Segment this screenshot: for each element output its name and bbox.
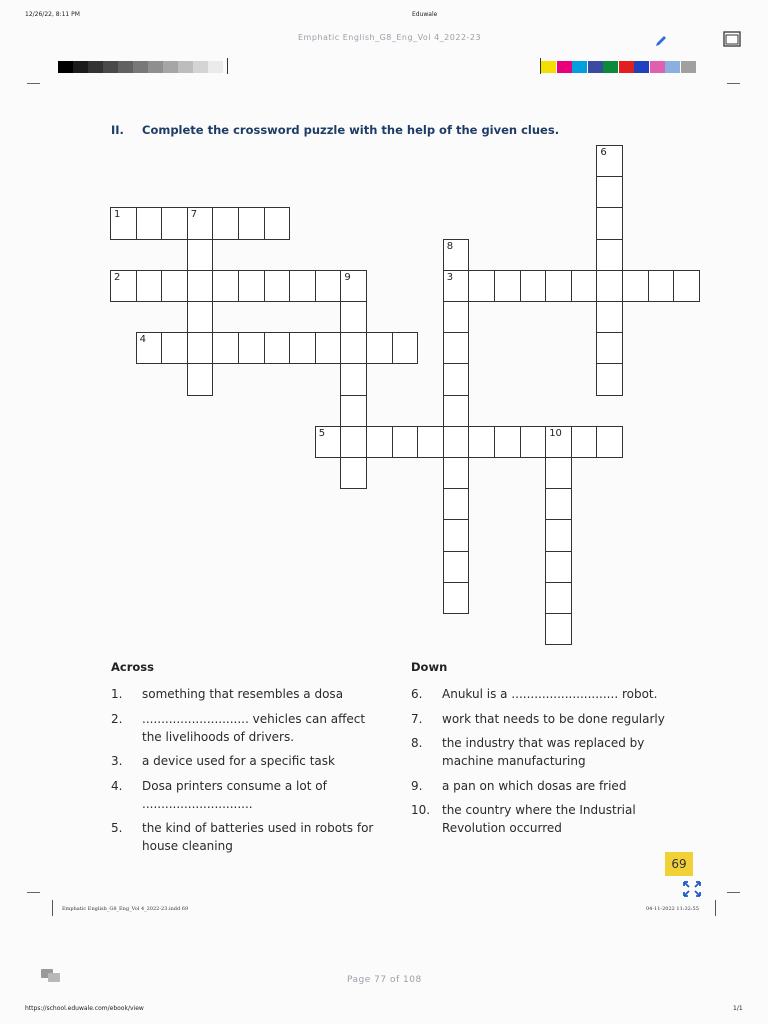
cell-number: 3 bbox=[446, 271, 454, 283]
clue-number: 10. bbox=[411, 803, 431, 817]
crossword-cell[interactable] bbox=[520, 270, 547, 302]
clue-down-8 bbox=[411, 734, 711, 774]
crossword-cell[interactable] bbox=[238, 270, 265, 302]
pencil-icon[interactable] bbox=[654, 33, 668, 47]
crossword-cell[interactable] bbox=[392, 332, 419, 364]
expand-icon[interactable] bbox=[681, 879, 703, 899]
crossword-cell[interactable] bbox=[212, 207, 239, 239]
color-swatch bbox=[634, 61, 649, 73]
clue-across-4 bbox=[111, 777, 401, 817]
exercise-instruction: Complete the crossword puzzle with the help of the given clues. bbox=[142, 123, 560, 137]
clue-text: ............................ vehicles can affect bbox=[142, 712, 366, 726]
footer-divider bbox=[715, 900, 716, 916]
clue-text: Dosa printers consume a lot of bbox=[142, 779, 327, 793]
crossword-cell[interactable] bbox=[315, 270, 342, 302]
grayscale-swatch bbox=[73, 61, 88, 73]
crossword-cell[interactable] bbox=[545, 551, 572, 583]
crossword-cell[interactable] bbox=[468, 270, 495, 302]
crossword-cell[interactable] bbox=[468, 426, 495, 458]
footer-file-info: Emphatic English_G8_Eng_Vol 4_2022-23.indd 69 bbox=[62, 906, 189, 912]
clue-number: 7. bbox=[411, 712, 423, 726]
cell-number: 9 bbox=[344, 271, 351, 283]
crossword-cell[interactable] bbox=[110, 270, 137, 302]
crossword-cell[interactable] bbox=[161, 207, 188, 239]
print-url: https://school.eduwale.com/ebook/view bbox=[25, 1005, 144, 1012]
crossword-cell[interactable] bbox=[340, 332, 367, 364]
crossword-cell[interactable] bbox=[161, 332, 188, 364]
clue-number: 1. bbox=[111, 687, 123, 701]
crossword-cell[interactable] bbox=[340, 363, 367, 395]
cell-number: 6 bbox=[600, 147, 607, 158]
crossword-cell[interactable] bbox=[161, 270, 188, 302]
print-datetime: 12/26/22, 8:11 PM bbox=[25, 11, 80, 18]
crossword-cell[interactable] bbox=[443, 426, 470, 458]
crossword-cell[interactable] bbox=[366, 426, 393, 458]
crossword-cell[interactable] bbox=[545, 613, 572, 645]
clue-number: 3. bbox=[111, 754, 123, 768]
crossword-cell[interactable] bbox=[494, 426, 521, 458]
crossword-cell[interactable] bbox=[494, 270, 521, 302]
grayscale-swatch bbox=[178, 61, 193, 73]
clue-text: a pan on which dosas are fried bbox=[442, 779, 627, 793]
crossword-cell[interactable] bbox=[596, 270, 623, 302]
color-swatch bbox=[603, 61, 618, 73]
crossword-cell[interactable] bbox=[596, 239, 623, 271]
crossword-cell[interactable] bbox=[212, 270, 239, 302]
down-title: Down bbox=[411, 660, 448, 674]
crossword-cell[interactable] bbox=[289, 270, 316, 302]
crossword-cell[interactable] bbox=[340, 270, 367, 302]
crossword-cell[interactable] bbox=[315, 426, 342, 458]
crossword-cell[interactable] bbox=[443, 270, 470, 302]
crossword-cell[interactable] bbox=[648, 270, 675, 302]
clue-text: something that resembles a dosa bbox=[142, 687, 344, 701]
cell-number: 4 bbox=[139, 334, 146, 346]
color-swatch bbox=[588, 61, 603, 73]
crossword-cell[interactable] bbox=[289, 332, 316, 364]
clue-number: 9. bbox=[411, 779, 423, 793]
color-swatch bbox=[665, 61, 680, 73]
grayscale-swatch bbox=[148, 61, 163, 73]
clue-number: 8. bbox=[411, 736, 423, 750]
crossword-cell[interactable] bbox=[596, 207, 623, 239]
crossword-cell[interactable] bbox=[136, 332, 163, 364]
crossword-cell[interactable] bbox=[264, 270, 291, 302]
clue-number: 2. bbox=[111, 712, 123, 726]
crossword-cell[interactable] bbox=[596, 426, 623, 458]
document-title: Emphatic English_G8_Eng_Vol 4_2022-23 bbox=[298, 33, 482, 42]
clue-text: house cleaning bbox=[142, 839, 233, 853]
clue-across-2 bbox=[111, 710, 401, 750]
crossword-cell[interactable] bbox=[212, 332, 239, 364]
crop-mark-left bbox=[27, 892, 40, 893]
exercise-number: II. bbox=[111, 123, 124, 137]
clue-text: a device used for a specific task bbox=[142, 754, 335, 768]
clue-text: ............................. bbox=[142, 797, 253, 811]
crossword-cell[interactable] bbox=[340, 457, 367, 489]
crossword-cell[interactable] bbox=[187, 301, 214, 333]
chat-icon[interactable] bbox=[40, 968, 62, 984]
across-title: Across bbox=[111, 660, 154, 674]
clue-text: the country where the Industrial bbox=[442, 803, 636, 817]
crossword-cell[interactable] bbox=[443, 488, 470, 520]
crossword-cell[interactable] bbox=[187, 207, 214, 239]
crossword-cell[interactable] bbox=[187, 239, 214, 271]
footer-divider bbox=[52, 900, 53, 916]
crossword-cell[interactable] bbox=[187, 270, 214, 302]
crossword-cell[interactable] bbox=[136, 207, 163, 239]
grayscale-swatch bbox=[58, 61, 73, 73]
crossword-cell[interactable] bbox=[545, 519, 572, 551]
crop-mark-right bbox=[727, 892, 740, 893]
color-swatch bbox=[619, 61, 634, 73]
clue-down-10 bbox=[411, 801, 711, 841]
bar-divider bbox=[227, 58, 228, 74]
crossword-cell[interactable] bbox=[340, 301, 367, 333]
color-swatch bbox=[572, 61, 587, 73]
window-icon[interactable] bbox=[723, 31, 741, 47]
crossword-cell[interactable] bbox=[545, 426, 572, 458]
crossword-cell[interactable] bbox=[596, 363, 623, 395]
grayscale-swatch bbox=[193, 61, 208, 73]
cell-number: 10 bbox=[549, 427, 562, 439]
crossword-cell[interactable] bbox=[315, 332, 342, 364]
grayscale-swatch bbox=[208, 61, 223, 73]
clue-across-5 bbox=[111, 819, 401, 859]
crossword-cell[interactable] bbox=[392, 426, 419, 458]
grayscale-swatch bbox=[88, 61, 103, 73]
crossword-cell[interactable] bbox=[443, 363, 470, 395]
crossword-cell[interactable] bbox=[443, 582, 470, 614]
crossword-cell[interactable] bbox=[264, 332, 291, 364]
clue-text: Anukul is a ............................ robot. bbox=[442, 687, 658, 701]
crossword-cell[interactable] bbox=[238, 332, 265, 364]
grayscale-swatch bbox=[118, 61, 133, 73]
crossword-cell[interactable] bbox=[571, 426, 598, 458]
crossword-cell[interactable] bbox=[238, 207, 265, 239]
cell-number: 2 bbox=[114, 271, 121, 283]
crossword-cell[interactable] bbox=[187, 332, 214, 364]
grayscale-swatch bbox=[103, 61, 118, 73]
crossword-cell[interactable] bbox=[264, 207, 291, 239]
page-number-badge: 69 bbox=[665, 852, 693, 876]
color-swatch bbox=[650, 61, 665, 73]
footer-print-stamp: 04-11-2022 11:32:55 bbox=[646, 906, 699, 912]
crossword-cell[interactable] bbox=[443, 551, 470, 583]
grayscale-swatch bbox=[133, 61, 148, 73]
clue-text: machine manufacturing bbox=[442, 754, 586, 768]
cell-number: 7 bbox=[190, 209, 198, 221]
crossword-cell[interactable] bbox=[443, 239, 470, 271]
color-swatch bbox=[681, 61, 696, 73]
clue-text: Revolution occurred bbox=[442, 821, 562, 835]
clue-number: 4. bbox=[111, 779, 123, 793]
crossword-cell[interactable] bbox=[545, 270, 572, 302]
crop-mark-right bbox=[727, 83, 740, 84]
crop-mark-left bbox=[27, 83, 40, 84]
crossword-cell[interactable] bbox=[443, 395, 470, 427]
crossword-cell[interactable] bbox=[545, 488, 572, 520]
clue-number: 5. bbox=[111, 821, 123, 835]
grayscale-swatch bbox=[163, 61, 178, 73]
crossword-cell[interactable] bbox=[571, 270, 598, 302]
crossword-cell[interactable] bbox=[443, 519, 470, 551]
clue-number: 6. bbox=[411, 687, 423, 701]
crossword-cell[interactable] bbox=[443, 457, 470, 489]
color-swatch bbox=[541, 61, 556, 73]
crossword-cell[interactable] bbox=[596, 176, 623, 208]
bar-divider bbox=[540, 58, 541, 74]
crossword-cell[interactable] bbox=[596, 145, 623, 177]
color-swatch bbox=[557, 61, 572, 73]
crossword-cell[interactable] bbox=[596, 301, 623, 333]
crossword-cell[interactable] bbox=[622, 270, 649, 302]
cell-number: 5 bbox=[318, 427, 326, 439]
crossword-cell[interactable] bbox=[673, 270, 700, 302]
crossword-cell[interactable] bbox=[417, 426, 444, 458]
crossword-cell[interactable] bbox=[187, 363, 214, 395]
clue-text: the kind of batteries used in robots for bbox=[142, 821, 374, 835]
crossword-cell[interactable] bbox=[443, 332, 470, 364]
crossword-cell[interactable] bbox=[545, 582, 572, 614]
crossword-cell[interactable] bbox=[443, 301, 470, 333]
crossword-cell[interactable] bbox=[596, 332, 623, 364]
crossword-cell[interactable] bbox=[340, 395, 367, 427]
clue-text: the livelihoods of drivers. bbox=[142, 730, 295, 744]
crossword-cell[interactable] bbox=[110, 207, 137, 239]
crossword-cell[interactable] bbox=[136, 270, 163, 302]
crossword-cell[interactable] bbox=[366, 332, 393, 364]
print-page-count: 1/1 bbox=[733, 1005, 743, 1012]
page-indicator: Page 77 of 108 bbox=[347, 975, 422, 985]
cell-number: 1 bbox=[114, 209, 121, 221]
cell-number: 8 bbox=[446, 240, 454, 252]
crossword-cell[interactable] bbox=[520, 426, 547, 458]
clue-text: the industry that was replaced by bbox=[442, 736, 645, 750]
crossword-cell[interactable] bbox=[340, 426, 367, 458]
clue-text: work that needs to be done regularly bbox=[442, 712, 665, 726]
print-site-name: Eduwale bbox=[412, 11, 438, 18]
crossword-cell[interactable] bbox=[545, 457, 572, 489]
